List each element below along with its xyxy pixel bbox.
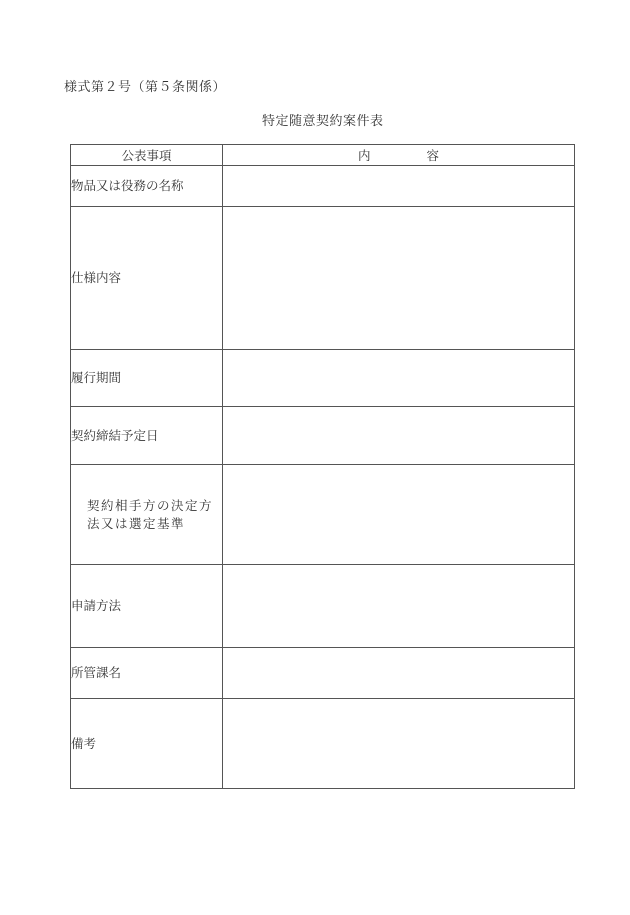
row-label-performance-period: 履行期間	[71, 350, 223, 407]
contract-table	[70, 144, 575, 789]
row-value-specifications[interactable]	[223, 207, 575, 350]
table-row	[71, 699, 575, 789]
row-label-selection-method-line1: 契約相手方の決定方	[87, 497, 214, 513]
row-label-selection-method-line2: 法又は選定基準	[87, 515, 186, 531]
row-value-contract-date[interactable]	[223, 407, 575, 465]
row-label-remarks: 備考	[71, 699, 223, 789]
row-value-department[interactable]	[223, 648, 575, 699]
header-public-items: 公表事項	[71, 145, 223, 166]
row-label-department: 所管課名	[71, 648, 223, 699]
header-content-part1: 内	[357, 148, 371, 163]
table-row	[71, 166, 575, 207]
row-label-contract-date: 契約締結予定日	[71, 407, 223, 465]
row-label-application-method: 申請方法	[71, 565, 223, 648]
table-row	[71, 565, 575, 648]
row-label-selection-method	[71, 465, 223, 565]
row-value-selection-method[interactable]	[223, 465, 575, 565]
form-number: 様式第２号（第５条関係）	[64, 80, 227, 95]
table-header-row	[71, 145, 575, 166]
header-content	[223, 145, 575, 166]
row-value-performance-period[interactable]	[223, 350, 575, 407]
row-value-item-name[interactable]	[223, 166, 575, 207]
table-row	[71, 465, 575, 565]
row-value-application-method[interactable]	[223, 565, 575, 648]
row-value-remarks[interactable]	[223, 699, 575, 789]
table-row	[71, 407, 575, 465]
row-label-specifications: 仕様内容	[71, 207, 223, 350]
row-label-item-name: 物品又は役務の名称	[71, 166, 223, 207]
document-title: 特定随意契約案件表	[262, 114, 384, 129]
table-row	[71, 350, 575, 407]
header-content-part2: 容	[426, 148, 440, 163]
table-row	[71, 207, 575, 350]
table-row	[71, 648, 575, 699]
